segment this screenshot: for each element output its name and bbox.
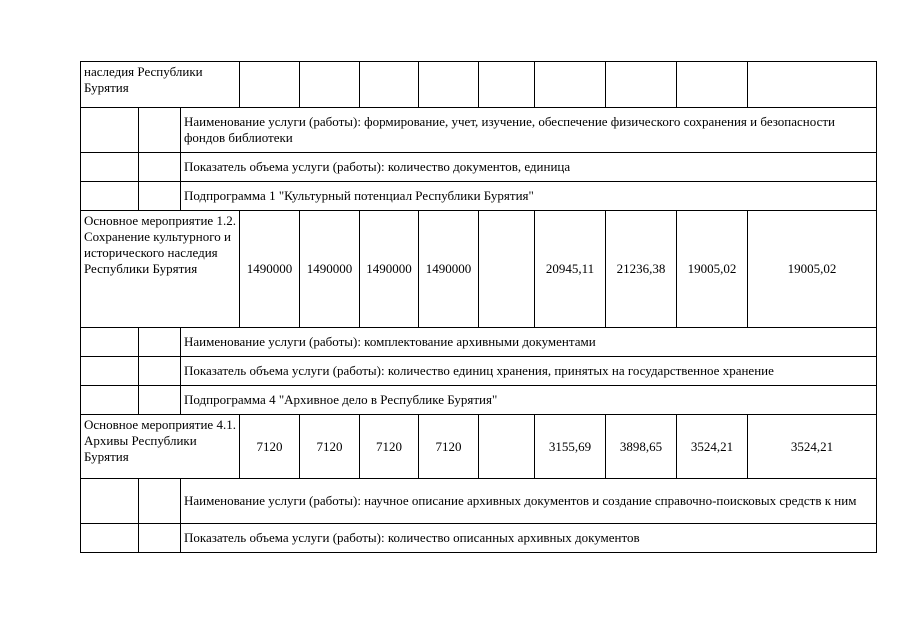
empty-cell	[81, 182, 139, 211]
table-row	[81, 153, 877, 182]
service-name-cell: Наименование услуги (работы): научное описание архивных документов и создание справочно-поисковых средств к ним	[181, 479, 877, 524]
state-task-table	[80, 61, 877, 553]
event-name-cell: Основное мероприятие 4.1. Архивы Республики Бурятия	[81, 415, 240, 479]
table-row	[81, 415, 877, 479]
service-name-cell: Наименование услуги (работы): формирование, учет, изучение, обеспечение физического сохранения и безопасности фондов библиотеки	[181, 108, 877, 153]
empty-cell	[479, 211, 535, 328]
empty-cell	[479, 62, 535, 108]
volume-indicator-cell: Показатель объема услуги (работы): количество единиц хранения, принятых на государственное хранение	[181, 357, 877, 386]
volume-value-cell: 1490000	[240, 211, 300, 328]
table-row	[81, 62, 877, 108]
event-name-cell: Основное мероприятие 1.2. Сохранение культурного и исторического наследия Республики Бурятия	[81, 211, 240, 328]
subprogram-cell: Подпрограмма 4 "Архивное дело в Республике Бурятия"	[181, 386, 877, 415]
expense-value-cell: 19005,02	[677, 211, 748, 328]
empty-cell	[139, 524, 181, 553]
expense-value-cell: 3155,69	[535, 415, 606, 479]
empty-cell	[300, 62, 360, 108]
volume-value-cell: 7120	[360, 415, 419, 479]
table-row	[81, 386, 877, 415]
expense-value-cell: 20945,11	[535, 211, 606, 328]
empty-cell	[139, 479, 181, 524]
empty-cell	[535, 62, 606, 108]
volume-indicator-cell: Показатель объема услуги (работы): количество документов, единица	[181, 153, 877, 182]
empty-cell	[139, 153, 181, 182]
expense-value-cell: 19005,02	[748, 211, 877, 328]
empty-cell	[139, 328, 181, 357]
empty-cell	[139, 386, 181, 415]
empty-cell	[139, 357, 181, 386]
table-row	[81, 182, 877, 211]
empty-cell	[81, 386, 139, 415]
empty-cell	[139, 182, 181, 211]
empty-cell	[81, 108, 139, 153]
empty-cell	[748, 62, 877, 108]
empty-cell	[360, 62, 419, 108]
table-row	[81, 328, 877, 357]
event-name-cell: наследия Республики Бурятия	[81, 62, 240, 108]
volume-indicator-cell: Показатель объема услуги (работы): количество описанных архивных документов	[181, 524, 877, 553]
empty-cell	[81, 328, 139, 357]
expense-value-cell: 3898,65	[606, 415, 677, 479]
expense-value-cell: 21236,38	[606, 211, 677, 328]
service-name-cell: Наименование услуги (работы): комплектование архивными документами	[181, 328, 877, 357]
empty-cell	[677, 62, 748, 108]
table-row	[81, 524, 877, 553]
table-row	[81, 479, 877, 524]
empty-cell	[81, 357, 139, 386]
empty-cell	[81, 153, 139, 182]
volume-value-cell: 1490000	[419, 211, 479, 328]
table-row	[81, 211, 877, 328]
expense-value-cell: 3524,21	[677, 415, 748, 479]
volume-value-cell: 1490000	[360, 211, 419, 328]
volume-value-cell: 1490000	[300, 211, 360, 328]
empty-cell	[81, 479, 139, 524]
subprogram-cell: Подпрограмма 1 "Культурный потенциал Республики Бурятия"	[181, 182, 877, 211]
table-row	[81, 357, 877, 386]
volume-value-cell: 7120	[419, 415, 479, 479]
empty-cell	[606, 62, 677, 108]
empty-cell	[419, 62, 479, 108]
empty-cell	[139, 108, 181, 153]
volume-value-cell: 7120	[300, 415, 360, 479]
empty-cell	[81, 524, 139, 553]
expense-value-cell: 3524,21	[748, 415, 877, 479]
empty-cell	[240, 62, 300, 108]
empty-cell	[479, 415, 535, 479]
volume-value-cell: 7120	[240, 415, 300, 479]
table-row	[81, 108, 877, 153]
